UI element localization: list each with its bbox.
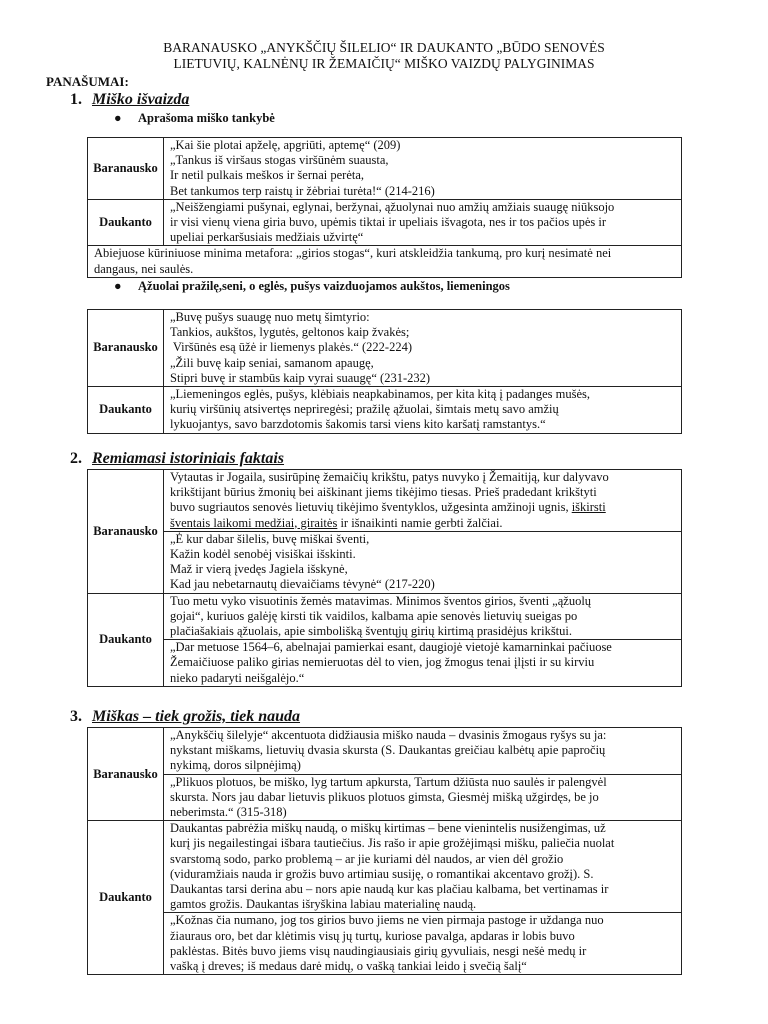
author-label: Daukanto: [88, 821, 164, 975]
author-label: Baranausko: [88, 310, 164, 387]
section-number: 2.: [70, 450, 82, 467]
table-row: [88, 728, 682, 775]
text-line: ir visi vienų viena giria buvo, upėmis tiktai ir upeliais išvagota, nes ir tos pačios upės ir: [170, 215, 607, 230]
bullet-icon: ●: [114, 279, 122, 293]
quote-cell: [164, 531, 682, 593]
text-part: ir išnaikinti namie gerbti žalčiai.: [340, 515, 503, 530]
text-line: Stipri buvę ir stambūs kaip vyrai suaugę“ (231-232): [170, 370, 431, 385]
table-row: [88, 387, 682, 434]
comparison-table-3: [87, 469, 682, 687]
quote-cell: [164, 640, 682, 687]
text-line: „Buvę pušys suaugę nuo metų šimtyrio:: [170, 310, 370, 324]
text-line: „Liemeningos eglės, pušys, klėbiais neapkabinamos, per kita kitą į padanges mušės,: [170, 387, 591, 402]
text-line: svarstomą sodo, parko problemą – ar jie kuriami dėl naudos, ar vien dėl grožio: [170, 851, 564, 866]
text-line: „Anykščių šilelyje“ akcentuota didžiausia miško nauda – dvasinis žmogaus ryšys su ja:: [170, 728, 607, 742]
author-label: Baranausko: [88, 470, 164, 594]
text-line: „Dar metuose 1564–6, abelnajai pamierkai esant, daugiojė vietojė kamarninkai pačiuose: [170, 640, 612, 655]
author-label: Baranausko: [88, 138, 164, 200]
text-line: vašką į dreves; iš medaus darė midų, o vašką tankiai leido į svečią šalį“: [170, 959, 527, 974]
text-line: dangaus, nei saulės.: [94, 261, 194, 276]
bullet-icon: ●: [114, 111, 122, 125]
underlined-text: šventais laikomi medžiai, giraitės: [170, 515, 338, 530]
text-line: „Kožnas čia numano, jog tos girios buvo jiems ne vien pirmaja pastoge ir uždanga nuo: [170, 913, 604, 928]
text-line: Bet tankumos terp raistų ir žėbriai turėta!“ (214-216): [170, 183, 435, 198]
text-line: [170, 516, 677, 531]
title-line-2: LIETUVIŲ, KALNĖNŲ IR ŽEMAIČIŲ“ MIŠKO VAIZDŲ PALYGINIMAS: [173, 56, 595, 71]
table-row: [88, 821, 682, 913]
table-row: [88, 640, 682, 687]
author-label: Baranausko: [88, 728, 164, 821]
text-line: Tankios, aukštos, lygutės, geltonos kaip žvakės;: [170, 325, 410, 340]
document-title: [0, 40, 768, 72]
text-line: plačiašakiais ąžuolais, apie simbolišką šventųjų girių kirtimą prasidėjus krikštui.: [170, 624, 573, 639]
text-part: buvo sugriautos senovės lietuvių tikėjimo šventyklos, užgesinta amžinoji ugnis,: [170, 500, 569, 515]
text-line: Ir netil pulkais meškos ir šernai perėta,: [170, 168, 365, 183]
text-line: Kad jau nebetarnautų dievaičiams tėvynė“ (217-220): [170, 577, 435, 592]
quote-cell: [164, 728, 682, 775]
table-row: [88, 774, 682, 821]
quote-cell: [164, 387, 682, 434]
author-label: Daukanto: [88, 387, 164, 434]
text-line: Žemaičiuose paliko girias nemieruotas dėl to vien, jog žmogus tenai įlįsti ir su kirviu: [170, 655, 595, 670]
table-row: [88, 310, 682, 387]
text-line: Kažin kodėl senobėj visiškai išskinti.: [170, 547, 356, 562]
title-line-1: BARANAUSKO „ANYKŠČIŲ ŠILELIO“ IR DAUKANTO „BŪDO SENOVĖS: [163, 40, 605, 55]
underlined-text: iškirsti: [571, 500, 606, 515]
text-line: gojai“, kuriuos galėję kirsti tik vaidilos, kalbama apie senovės lietuvių sueigas po: [170, 608, 578, 623]
section-number: 1.: [70, 91, 82, 108]
quote-cell: [164, 774, 682, 821]
table-row: [88, 913, 682, 975]
quote-cell: [164, 821, 682, 913]
text-line: „Žili buvę kaip seniai, samanom apaugę,: [170, 355, 374, 370]
quote-cell: [164, 199, 682, 246]
text-line: „Kai šie plotai apželę, apgriūti, aptemę“ (209): [170, 138, 401, 152]
text-line: krikštijant būrius žmonių bei aiškinant jiems tikėjimo tiesas. Prieš pradedant krikštyti: [170, 485, 597, 500]
text-line: nykstant miškams, lietuvių dvasia skursta (S. Daukantas greičiau kalbėtų apie papročių: [170, 743, 606, 758]
table-row: [88, 246, 682, 277]
text-line: Maž ir vierą įvedęs Jagiela išskynė,: [170, 562, 348, 577]
section-title: Remiamasi istoriniais faktais: [92, 450, 285, 467]
text-line: „Plikuos plotuos, be miško, lyg tartum apkursta, Tartum džiūsta nuo saulės ir palengvėl: [170, 774, 607, 789]
text-line: (viduramžiais nauda ir grožis buvo artimiau susiję, o romantikai akcentavo grožį). S.: [170, 866, 594, 881]
quote-cell: [164, 310, 682, 387]
text-line: Abiejuose kūriniuose minima metafora: „girios stogas“, kuri atskleidžia tankumą, pro kurį nesimatė nei: [94, 246, 612, 261]
text-line: Daukantas tarsi derina abu – nors apie naudą kur kas plačiau kalbama, bet vertinamas ir: [170, 882, 609, 897]
text-line: žiauraus oro, bet dar klėtimis visų jų turtų, kuriose pavalga, apdaras ir lobis buvo: [170, 928, 575, 943]
text-line: Tuo metu vyko visuotinis žemės matavimas. Minimos šventos girios, šventi „ąžuolų: [170, 593, 592, 608]
summary-cell: [88, 246, 682, 277]
section-2-heading: [70, 450, 284, 468]
text-line: skursta. Nors jau dabar lietuvis plikuos plotuos gimsta, Giesmėj mišką užgirdęs, be jo: [170, 789, 599, 804]
text-line: lykuojantys, savo barzdotomis šakomis tarsi viens kito karšatį ramstantys.“: [170, 417, 546, 432]
text-line: neberimsta.“ (315-318): [170, 805, 287, 820]
text-line: kurį jis negailestingai išbara tautiečius. Jis rašo ir apie grožėjimąsi mišku, paliečia nuolat: [170, 836, 615, 851]
quote-cell: [164, 913, 682, 975]
text-line: nieko padaryti neišgalėjo.“: [170, 670, 305, 685]
section-number: 3.: [70, 708, 82, 725]
section-title: Miškas – tiek grožis, tiek nauda: [92, 708, 301, 725]
text-line: nykimą, doros silpnėjimą): [170, 758, 301, 773]
table-row: [88, 531, 682, 593]
text-line: „Neišžengiami pušynai, eglynai, beržynai, ąžuolynai nuo amžių amžiais suaugę niūksojo: [170, 199, 615, 214]
quote-cell: [164, 138, 682, 200]
author-label: Daukanto: [88, 199, 164, 246]
text-line: „Ė kur dabar šilelis, buvę miškai šventi,: [170, 531, 370, 546]
quote-cell: [164, 470, 682, 532]
table-row: [88, 593, 682, 640]
bullet-text: Ąžuolai pražilę,seni, o eglės, pušys vaizduojamos aukštos, liemeningos: [138, 279, 510, 293]
bullet-item: [114, 111, 275, 126]
text-line: Viršūnės esą ūžė ir liemenys plakės.“ (222-224): [170, 340, 413, 355]
table-row: [88, 199, 682, 246]
comparison-table-4: [87, 727, 682, 975]
table-row: [88, 138, 682, 200]
section-3-heading: [70, 708, 300, 726]
text-line: „Tankus iš viršaus stogas viršūnėm suausta,: [170, 153, 389, 168]
comparison-table-1: [87, 137, 682, 278]
text-line: kurių viršūnių atsivertęs nepriregėsi; pražilę ąžuolai, šimtais metų savo amžių: [170, 402, 559, 417]
text-line: paklėstas. Bitės buvo jiems visų naudingiausiais girių gyvuliais, nesgi nešė medų ir: [170, 943, 587, 958]
bullet-text: Aprašoma miško tankybė: [138, 111, 275, 125]
text-line: upeliai perkaršusiais medžiais užvirtę“: [170, 230, 364, 245]
comparison-table-2: [87, 309, 682, 434]
section-1-heading: [70, 91, 189, 109]
text-line: Daukantas pabrėžia miškų naudą, o miškų kirtimas – bene vienintelis nusižengimas, už: [170, 821, 606, 836]
text-line: Vytautas ir Jogaila, susirūpinę žemaičių krikštu, patys nuvyko į Žemaitiją, kur dalyvavo: [170, 470, 609, 484]
quote-cell: [164, 593, 682, 640]
bullet-item: [114, 279, 510, 294]
similarities-heading: PANAŠUMAI:: [46, 74, 129, 89]
text-line: [170, 500, 677, 515]
table-row: [88, 470, 682, 532]
section-title: Miško išvaizda: [92, 91, 190, 108]
text-line: gamtos grožis. Daukantas išryškina labiau materialinę naudą.: [170, 897, 477, 912]
author-label: Daukanto: [88, 593, 164, 686]
